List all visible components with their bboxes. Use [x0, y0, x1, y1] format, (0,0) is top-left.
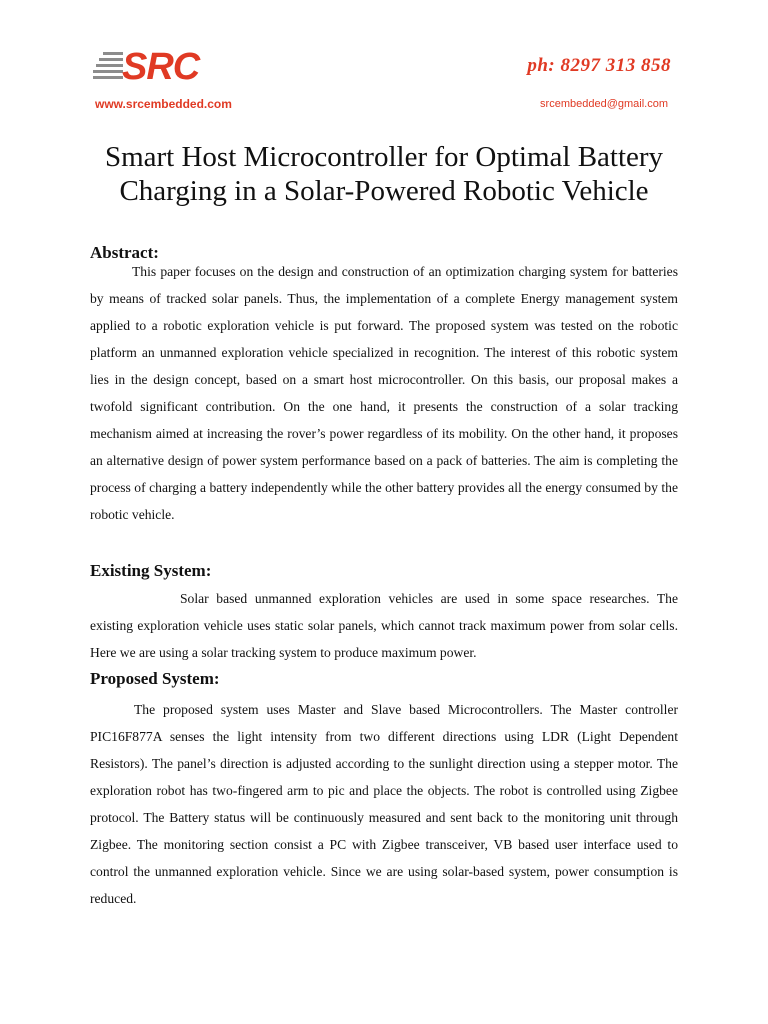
document-title: Smart Host Microcontroller for Optimal Battery Charging in a Solar-Powered Robotic Vehicle [104, 141, 664, 207]
logo-stripes-icon [93, 50, 123, 84]
abstract-body: This paper focuses on the design and construction of an optimization charging system for batteries by means of tracked solar panels. Thus, the implementation of a complete Energy management system applied to a robotic exploration vehicle is put forward. The proposed system was tested on the robotic platform an unmanned exploration vehicle specialized in recognition. The interest of this robotic system lies in the design concept, based on a smart host microcontroller. On this basis, our proposal makes a twofold significant contribution. On the one hand, it presents the construction of a solar tracking mechanism aimed at increasing the rover’s power regardless of its mobility. On the other hand, it proposes an alternative design of power system performance based on a pack of batteries. The aim is completing the process of charging a battery independently while the other battery provides all the energy consumed by the robotic vehicle. [90, 264, 678, 522]
website-url: www.srcembedded.com [95, 97, 232, 111]
src-logo [93, 46, 208, 88]
email-address: srcembedded@gmail.com [540, 98, 668, 110]
logo-text: SRC [122, 46, 200, 88]
existing-system-heading: Existing System: [90, 561, 212, 580]
phone-number: ph: 8297 313 858 [527, 55, 671, 76]
proposed-system-heading: Proposed System: [90, 669, 220, 688]
abstract-heading: Abstract: [90, 243, 159, 262]
existing-system-body: Solar based unmanned exploration vehicles are used in some space researches. The existing exploration vehicle uses static solar panels, which cannot track maximum power from solar cells. Here we are using a solar tracking system to produce maximum power. [90, 591, 678, 660]
proposed-system-body: The proposed system uses Master and Slave based Microcontrollers. The Master controller PIC16F877A senses the light intensity from two different directions using LDR (Light Dependent Resistors). The panel’s direction is adjusted according to the sunlight direction using a stepper motor. The exploration robot has two-fingered arm to pic and place the objects. The robot is controlled using Zigbee protocol. The Battery status will be continuously measured and sent back to the monitoring unit through Zigbee. The monitoring section consist a PC with Zigbee transceiver, VB based user interface used to control the unmanned exploration vehicle. Since we are using solar-based system, power consumption is reduced. [90, 702, 678, 906]
